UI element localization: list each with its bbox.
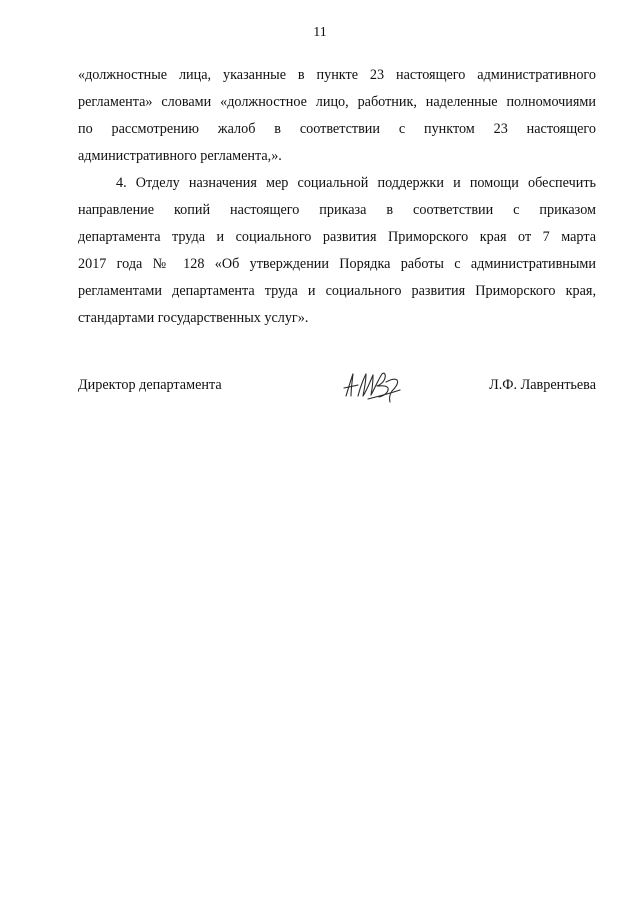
paragraph-item-4 bbox=[78, 170, 596, 332]
text-line: 4. Отделу назначения мер социальной поддержки и помощи обеспечить bbox=[116, 175, 596, 191]
signature-block bbox=[78, 368, 596, 408]
document-body bbox=[78, 62, 596, 332]
text-line: регламентами департамента труда и социального развития Приморского края, bbox=[78, 283, 596, 299]
text-line: 2017 года № 128 «Об утверждении Порядка работы с административными bbox=[78, 256, 596, 272]
page-number: 11 bbox=[313, 25, 327, 40]
paragraph-amendment bbox=[78, 62, 596, 170]
text-line: направление копий настоящего приказа в соответствии с приказом bbox=[78, 202, 596, 218]
handwritten-signature bbox=[340, 366, 410, 406]
text-line: административного регламента,». bbox=[78, 148, 282, 164]
text-line: регламента» словами «должностное лицо, работник, наделенные полномочиями bbox=[78, 94, 596, 110]
signer-title: Директор департамента bbox=[78, 377, 222, 393]
text-line: по рассмотрению жалоб в соответствии с пунктом 23 настоящего bbox=[78, 121, 596, 137]
text-line: департамента труда и социального развития Приморского края от 7 марта bbox=[78, 229, 596, 245]
text-line: стандартами государственных услуг». bbox=[78, 310, 309, 326]
text-line: «должностные лица, указанные в пункте 23 настоящего административного bbox=[78, 67, 596, 83]
signer-name: Л.Ф. Лаврентьева bbox=[489, 377, 596, 393]
